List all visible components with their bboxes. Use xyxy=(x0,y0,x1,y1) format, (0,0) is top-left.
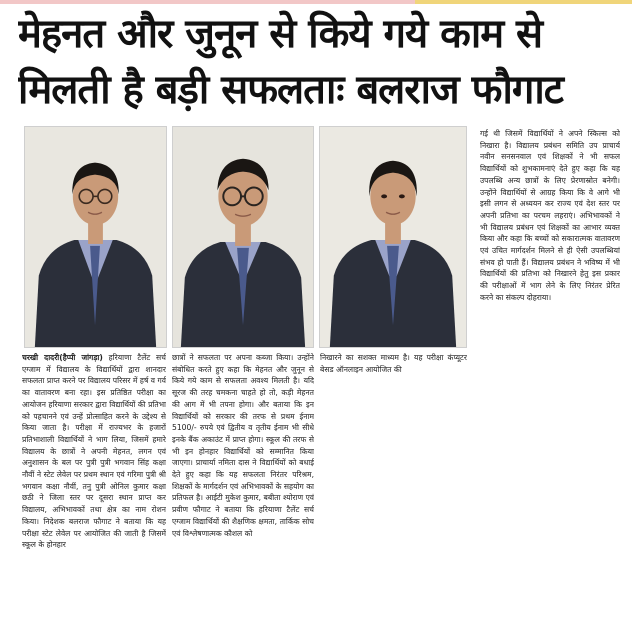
article-column-2 xyxy=(172,352,314,637)
article-headline xyxy=(18,6,618,118)
headline-line-1: मेहनत और जुनून से किये गये काम से xyxy=(18,11,543,57)
student-photo-3 xyxy=(319,126,467,348)
student-photo-2 xyxy=(172,126,314,348)
article-column-1-text: हरियाणा टैलेंट सर्च एग्जाम में विद्यालय के विद्यार्थियों द्वारा शानदार सफलता प्राप्त करने पर विद्यालय परिसर में हर्ष व गर्व का वातावरण बना रहा। इस प्रतिष्ठित परीक्षा का आयोजन हरियाणा सरकार द्वारा विद्यार्थियों की प्रतिभा को पहचानने एवं उन्हें प्रोत्साहित करने के उद्देश्य से किया जाता है। परीक्षा में राज्यभर के हजारों प्रतिभाशाली विद्यार्थियों ने भाग लिया, जिसमें हमारे विद्यालय के छात्रों ने अपनी मेहनत, लगन एवं अनुशासन के बल पर पुत्री पुत्री भगवान सिंह कक्षा नौवीं ने स्टेट लेवेल पर प्रथम स्थान एवं गरिमा पुत्री श्री भगवान कक्षा नौवीं, तनु पुत्री ओनिल कुमार कक्षा छठी ने जिला स्तर पर दूसरा स्थान प्राप्त कर विद्यालय, अभिभावकों तथा क्षेत्र का नाम रोशन किया। निदेशक बलराज फौगाट ने बताया कि यह परीक्षा स्टेट लेवेल पर आयोजित की जाती है जिसमें स्कूल के होनहार xyxy=(22,353,166,550)
article-column-3-text: निखारने का सशक्त माध्यम है। यह परीक्षा कंप्यूटर बेसड ऑनलाइन आयोजित की xyxy=(320,353,467,374)
article-column-2-text: छात्रों ने सफलता पर अपना कब्जा किया। उन्होंने संबोधित करते हुए कहा कि मेहनत और जुनून से किये गये काम से सफलता अवश्य मिलती है। यदि सूरज की तरह चमकना चाहते हो तो, कड़ी मेहनत की आग में भी तपना होगा। और बताया कि इन विद्यार्थियों को सरकार की तरफ से प्रथम ईनाम 5100/- रुपये एवं द्वितीय व तृतीय ईनाम भी सीधे इनके बैंक अकाउंट में प्राप्त होगा। स्कूल की तरफ से भी इन होनहार विद्यार्थियों को सम्मानित किया जाएगा। प्राचार्या नमिता दास ने विद्यार्थियों को बधाई देते हुए कहा कि यह सफलता निरंतर परिश्रम, शिक्षकों के मार्गदर्शन एवं अभिभावकों के सहयोग का प्रतिफल है। आईटी मुकेश कुमार, बबीता श्योराण एवं प्रवीण फौगाट ने बताया कि हरियाणा टैलेंट सर्च एग्जाम विद्यार्थियों की शैक्षणिक क्षमता, तार्किक सोच एवं विश्लेषणात्मक कौशल को xyxy=(172,353,314,538)
student-photo-1 xyxy=(24,126,167,348)
article-column-4-text: गई थी जिसमें विद्यार्थियों ने अपने स्किल्स को निखारा है। विद्यालय प्रबंधन समिति उप प्राचार्य नवीन सनसनवाल एवं शिक्षकों ने भी सफल विद्यार्थियों को शुभकामनाएं देते हुए कहा कि यह उपलब्धि अन्य छात्रों के लिए प्रेरणास्रोत बनेगी। उन्होंने विद्यार्थियों से आग्रह किया कि वे आगे भी इसी लगन से अध्ययन कर राज्य एवं देश स्तर पर अपनी प्रतिभा का परचम लहराएं। अभिभावकों ने भी विद्यालय प्रबंधन एवं शिक्षकों का आभार व्यक्त किया और कहा कि बच्चों को सकारात्मक वातावरण एवं उचित मार्गदर्शन मिलने से ही ऐसी उपलब्धियां संभव हो पाती हैं। विद्यालय प्रबंधन ने भविष्य में भी विद्यार्थियों की प्रतिभा को निखारने हेतु इस प्रकार की परीक्षाओं में भाग लेने के लिए निरंतर प्रेरित करने का संकल्प दोहराया। xyxy=(480,129,620,302)
article-column-4 xyxy=(480,128,620,378)
article-column-3 xyxy=(320,352,467,392)
headline-line-2: मिलती है बड़ी सफलताः बलराज फौगाट xyxy=(18,67,563,113)
article-column-1 xyxy=(22,352,166,637)
top-accent-strip xyxy=(415,0,632,4)
article-dateline: चरखी दादरी(हैप्पी जांगड़ा) xyxy=(22,353,103,362)
